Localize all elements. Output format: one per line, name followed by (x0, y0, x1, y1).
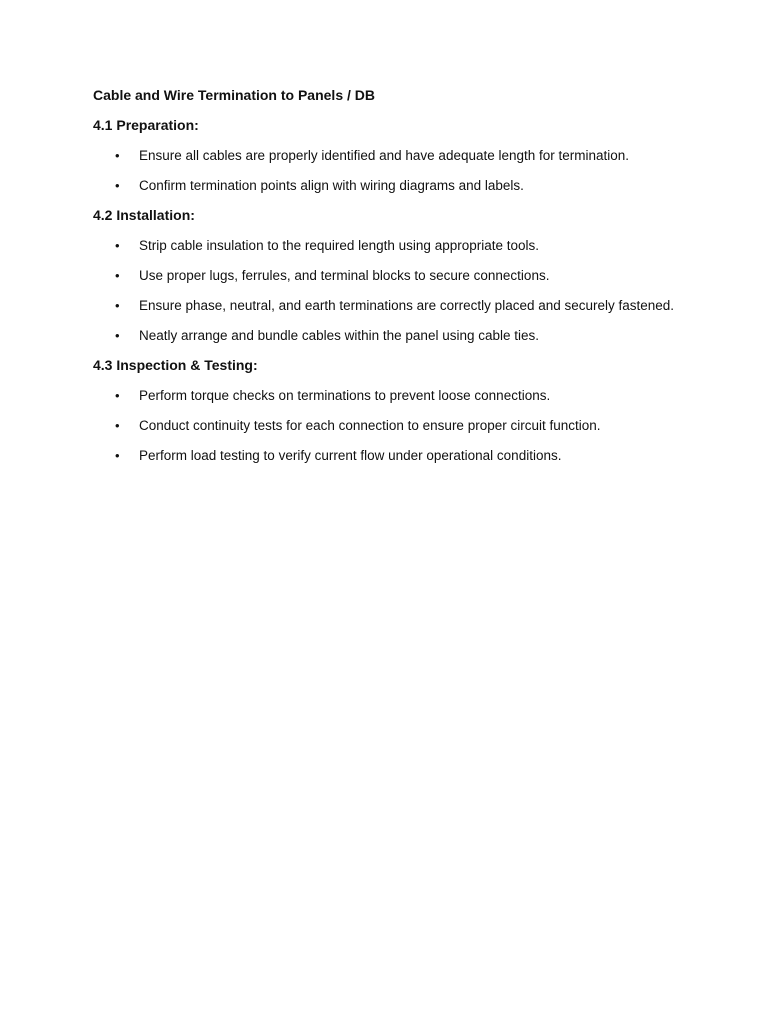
bullet-icon: • (115, 448, 120, 463)
bullet-icon: • (115, 148, 120, 163)
section-heading: 4.3 Inspection & Testing: (93, 357, 258, 373)
list-item (93, 416, 693, 436)
list-item-text: Use proper lugs, ferrules, and terminal blocks to secure connections. (139, 268, 550, 283)
list-item (93, 266, 693, 286)
section-inspection-testing (93, 356, 693, 466)
list-item-text: Ensure phase, neutral, and earth terminations are correctly placed and securely fastened. (139, 298, 675, 313)
section-installation (93, 206, 693, 346)
list-item (93, 176, 693, 196)
section-preparation (93, 116, 693, 196)
list-item-text: Conduct continuity tests for each connection to ensure proper circuit function. (139, 418, 601, 433)
section-heading: 4.2 Installation: (93, 207, 195, 223)
list-item (93, 386, 693, 406)
bullet-icon: • (115, 178, 120, 193)
bullet-icon: • (115, 268, 120, 283)
bullet-list (93, 146, 693, 196)
list-item (93, 236, 693, 256)
list-item-text: Perform load testing to verify current flow under operational conditions. (139, 448, 562, 463)
list-item-text: Perform torque checks on terminations to prevent loose connections. (139, 388, 551, 403)
bullet-list (93, 386, 693, 466)
bullet-icon: • (115, 388, 120, 403)
section-heading: 4.1 Preparation: (93, 117, 199, 133)
list-item-text: Confirm termination points align with wiring diagrams and labels. (139, 178, 524, 193)
bullet-list (93, 236, 693, 346)
list-item (93, 296, 693, 316)
bullet-icon: • (115, 298, 120, 313)
bullet-icon: • (115, 238, 120, 253)
list-item-text: Neatly arrange and bundle cables within the panel using cable ties. (139, 328, 540, 343)
list-item (93, 446, 693, 466)
bullet-icon: • (115, 418, 120, 433)
document-title: Cable and Wire Termination to Panels / DB (93, 87, 375, 103)
list-item-text: Strip cable insulation to the required length using appropriate tools. (139, 238, 540, 253)
list-item (93, 146, 693, 166)
document-body (93, 86, 693, 476)
list-item (93, 326, 693, 346)
bullet-icon: • (115, 328, 120, 343)
list-item-text: Ensure all cables are properly identified and have adequate length for termination. (139, 148, 630, 163)
